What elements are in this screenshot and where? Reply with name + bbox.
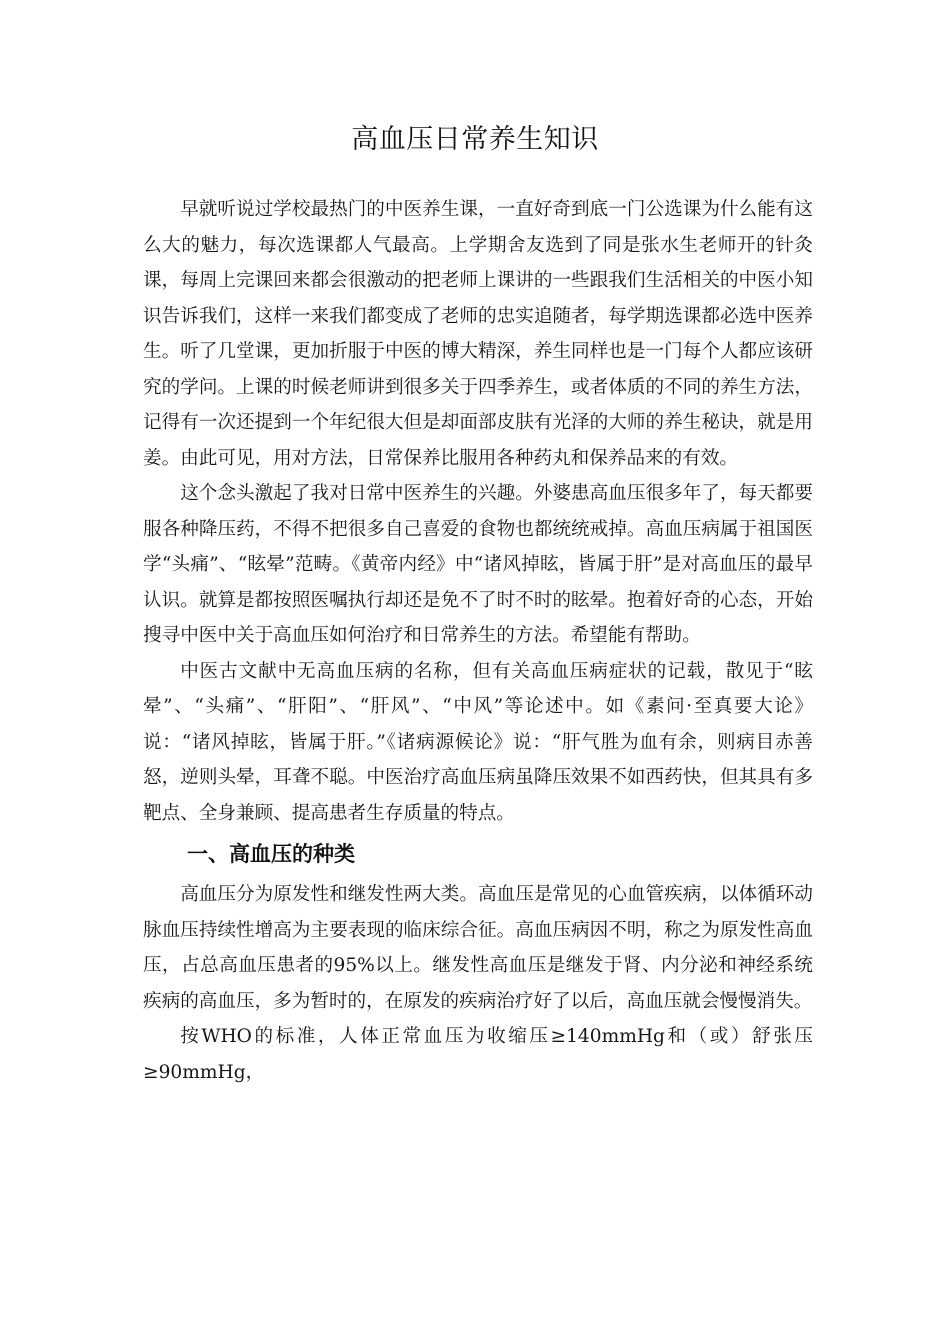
paragraph-types-2: 按WHO的标准，人体正常血压为收缩压≥140mmHg和（或）舒张压≥90mmHg， (143, 1026, 813, 1083)
document-title: 高血压日常养生知识 (351, 124, 599, 155)
section-heading-types: 一、高血压的种类 (187, 842, 355, 866)
paragraph-intro-2: 这个念头激起了我对日常中医养生的兴趣。外婆患高血压很多年了，每天都要服各种降压药，不得不把很多自己喜爱的食物也都统统戒掉。高血压病属于祖国医学“头痛”、“眩晕”范畴。《黄帝内经》中“诸风掉眩，皆属于肝”是对高血压的最早认识。就算是都按照医嘱执行却还是免不了时不时的眩晕。抱着好奇的心态，开始搜寻中医中关于高血压如何治疗和日常养生的方法。希望能有帮助。 (143, 483, 813, 646)
paragraph-intro-3: 中医古文献中无高血压病的名称，但有关高血压病症状的记载，散见于“眩晕”、“头痛”、“肝阳”、“肝风”、“中风”等论述中。如《素问·至真要大论》说：“诸风掉眩，皆属于肝。”《诸病源候论》说：“肝气胜为血有余，则病目赤善怒，逆则头晕，耳聋不聪。中医治疗高血压病虽降压效果不如西药快，但其具有多靶点、全身兼顾、提高患者生存质量的特点。 (143, 660, 813, 824)
paragraph-types-1: 高血压分为原发性和继发性两大类。高血压是常见的心血管疾病，以体循环动脉血压持续性增高为主要表现的临床综合征。高血压病因不明，称之为原发性高血压，占总高血压患者的95%以上。继发性高血压是继发于肾、内分泌和神经系统疾病的高血压，多为暂时的，在原发的疾病治疗好了以后，高血压就会慢慢消失。 (143, 884, 813, 1012)
paragraph-intro-1: 早就听说过学校最热门的中医养生课，一直好奇到底一门公选课为什么能有这么大的魅力，每次选课都人气最高。上学期舍友选到了同是张水生老师开的针灸课，每周上完课回来都会很激动的把老师上课讲的一些跟我们生活相关的中医小知识告诉我们，这样一来我们都变成了老师的忠实追随者，每学期选课都必选中医养生。听了几堂课，更加折服于中医的博大精深，养生同样也是一门每个人都应该研究的学问。上课的时候老师讲到很多关于四季养生，或者体质的不同的养生方法，记得有一次还提到一个年纪很大但是却面部皮肤有光泽的大师的养生秘诀，就是用姜。由此可见，用对方法，日常保养比服用各种药丸和保养品来的有效。 (143, 199, 813, 469)
document-body (143, 192, 813, 1090)
